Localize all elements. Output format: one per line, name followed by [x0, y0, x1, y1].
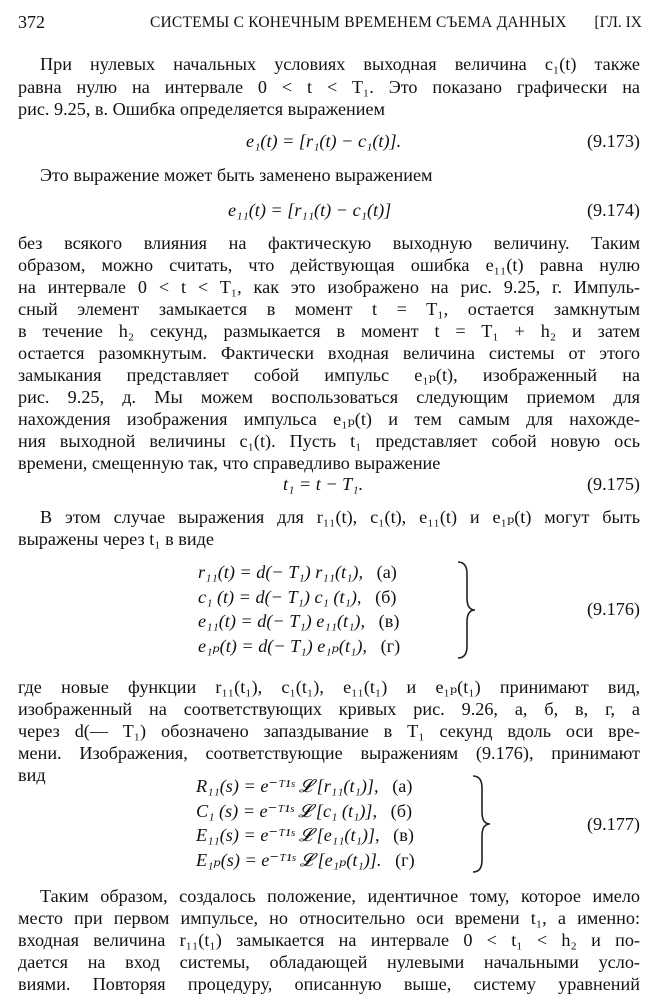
equation-number: (9.176) [586, 599, 640, 619]
equation-tag: (в) [393, 825, 414, 845]
running-title: СИСТЕМЫ С КОНЕЧНЫМ ВРЕМЕНЕМ СЪЕМА ДАННЫХ [150, 14, 567, 31]
text-line: виями. Повторяя процедуру, описанную выше, систему уравнений [18, 974, 640, 994]
text-line: без всякого влияния на фактическую выходную величину. Таким [18, 233, 640, 253]
text-line: образом, можно считать, что действующая ошибка e₁₁(t) равна нулю [18, 255, 640, 275]
equation-formula: e₁₁(t) = [r₁₁(t) − c₁(t)] [228, 200, 392, 220]
equation-row [196, 823, 415, 848]
text-line: выражены через t₁ в виде [18, 529, 214, 549]
text-line: мени. Изображения, соответствующие выражениям (9.176), принимают [18, 743, 640, 763]
text-line: В этом случае выражения для r₁₁(t), c₁(t), e₁₁(t) и e₁ₚ(t) могут быть [40, 507, 640, 527]
text-line: нахождения изображения импульса e₁ₚ(t) и тем самым для нахожде- [18, 409, 640, 429]
chapter-label: [ГЛ. IX [594, 14, 642, 31]
equation-formula: c₁ (t) = d(− T₁) c₁ (t₁), [198, 586, 362, 607]
right-brace [455, 560, 479, 660]
equation-row [198, 609, 400, 634]
equation-row [198, 585, 400, 610]
equation-9-176-system [198, 560, 400, 658]
text-line: вид [18, 765, 46, 785]
equation-formula: E₁ₚ(s) = e⁻ᵀ¹ˢ 𝓛 [e₁ₚ(t₁)]. [196, 849, 382, 870]
text-line: рис. 9.25, в. Ошибка определяется выражением [18, 99, 386, 119]
text-line: Это выражение может быть заменено выражением [40, 165, 433, 185]
text-line: в течение h₂ секунд, размыкается в момент t = T₁ + h₂ и затем [18, 321, 640, 341]
equation-formula: E₁₁(s) = e⁻ᵀ¹ˢ 𝓛 [e₁₁(t₁)], [196, 825, 380, 845]
text-line: входная величина r₁₁(t₁) замыкается на интервале 0 < t₁ < h₂ и по- [18, 930, 640, 950]
text-line: где новые функции r₁₁(t₁), c₁(t₁), e₁₁(t₁) и e₁ₚ(t₁) принимают вид, [18, 677, 640, 697]
equation-number: (9.175) [586, 474, 640, 494]
equation-tag: (б) [375, 586, 397, 607]
text-line: равна нулю на интервале 0 < t < T₁. Это показано графически на [18, 77, 640, 97]
equation-9-177-system [196, 774, 415, 872]
equation-tag: (в) [378, 611, 400, 631]
equation-row [198, 560, 400, 585]
equation-formula: r₁₁(t) = d(− T₁) r₁₁(t₁), [198, 562, 364, 582]
text-line: сный элемент замыкается в момент t = T₁, остается замкнутым [18, 299, 640, 319]
page-header [18, 8, 648, 36]
equation-formula: e₁ₚ(t) = d(− T₁) e₁ₚ(t₁), [198, 635, 367, 656]
text-line: дается на вход системы, обладающей нулевыми начальными усло- [18, 952, 640, 972]
equation-formula: e₁₁(t) = d(− T₁) e₁₁(t₁), [198, 611, 366, 631]
equation-tag: (а) [392, 776, 413, 796]
text-line: на интервале 0 < t < T₁, как это изображено на рис. 9.25, г. Импуль- [18, 277, 640, 297]
text-line: При нулевых начальных условиях выходная величина c₁(t) также [40, 54, 640, 74]
text-line: времени, смещенную так, что справедливо выражение [18, 453, 441, 473]
equation-row [196, 848, 415, 873]
equation-number: (9.173) [586, 131, 640, 151]
equation-tag: (б) [390, 800, 413, 821]
text-line: рис. 9.25, д. Мы можем воспользоваться следующим приемом для [18, 387, 640, 407]
text-line: ния выходной величины c₁(t). Пусть t₁ представляет собой новую ось [18, 431, 640, 451]
equation-row [196, 799, 415, 824]
equation-formula: t₁ = t − T₁. [283, 474, 364, 494]
equation-formula: R₁₁(s) = e⁻ᵀ¹ˢ 𝓛 [r₁₁(t₁)], [196, 776, 379, 796]
right-brace [470, 774, 494, 874]
equation-row [196, 774, 415, 799]
text-line: остается разомкнутым. Фактически входная величина системы от этого [18, 343, 640, 363]
equation-tag: (г) [395, 849, 415, 870]
equation-tag: (г) [380, 635, 401, 656]
page-number: 372 [18, 12, 45, 32]
text-line: Таким образом, создалось положение, идентичное тому, которое имело [40, 886, 640, 906]
equation-formula: C₁ (s) = e⁻ᵀ¹ˢ 𝓛 [c₁ (t₁)], [196, 800, 377, 821]
equation-number: (9.174) [586, 200, 640, 220]
equation-number: (9.177) [586, 814, 640, 834]
text-line: место при первом импульсе, но относительно оси времени t₁, а именно: [18, 908, 640, 928]
equation-tag: (а) [376, 562, 397, 582]
equation-formula: e₁(t) = [r₁(t) − c₁(t)]. [246, 131, 402, 151]
text-line: через d(— T₁) обозначено запаздывание в T₁ секунд вдоль оси вре- [18, 721, 640, 741]
text-line: изображенный на соответствующих кривых рис. 9.26, а, б, в, г, а [18, 699, 640, 719]
text-line: замыкания представляет собой импульс e₁ₚ(t), изображенный на [18, 365, 640, 385]
equation-row [198, 634, 400, 659]
